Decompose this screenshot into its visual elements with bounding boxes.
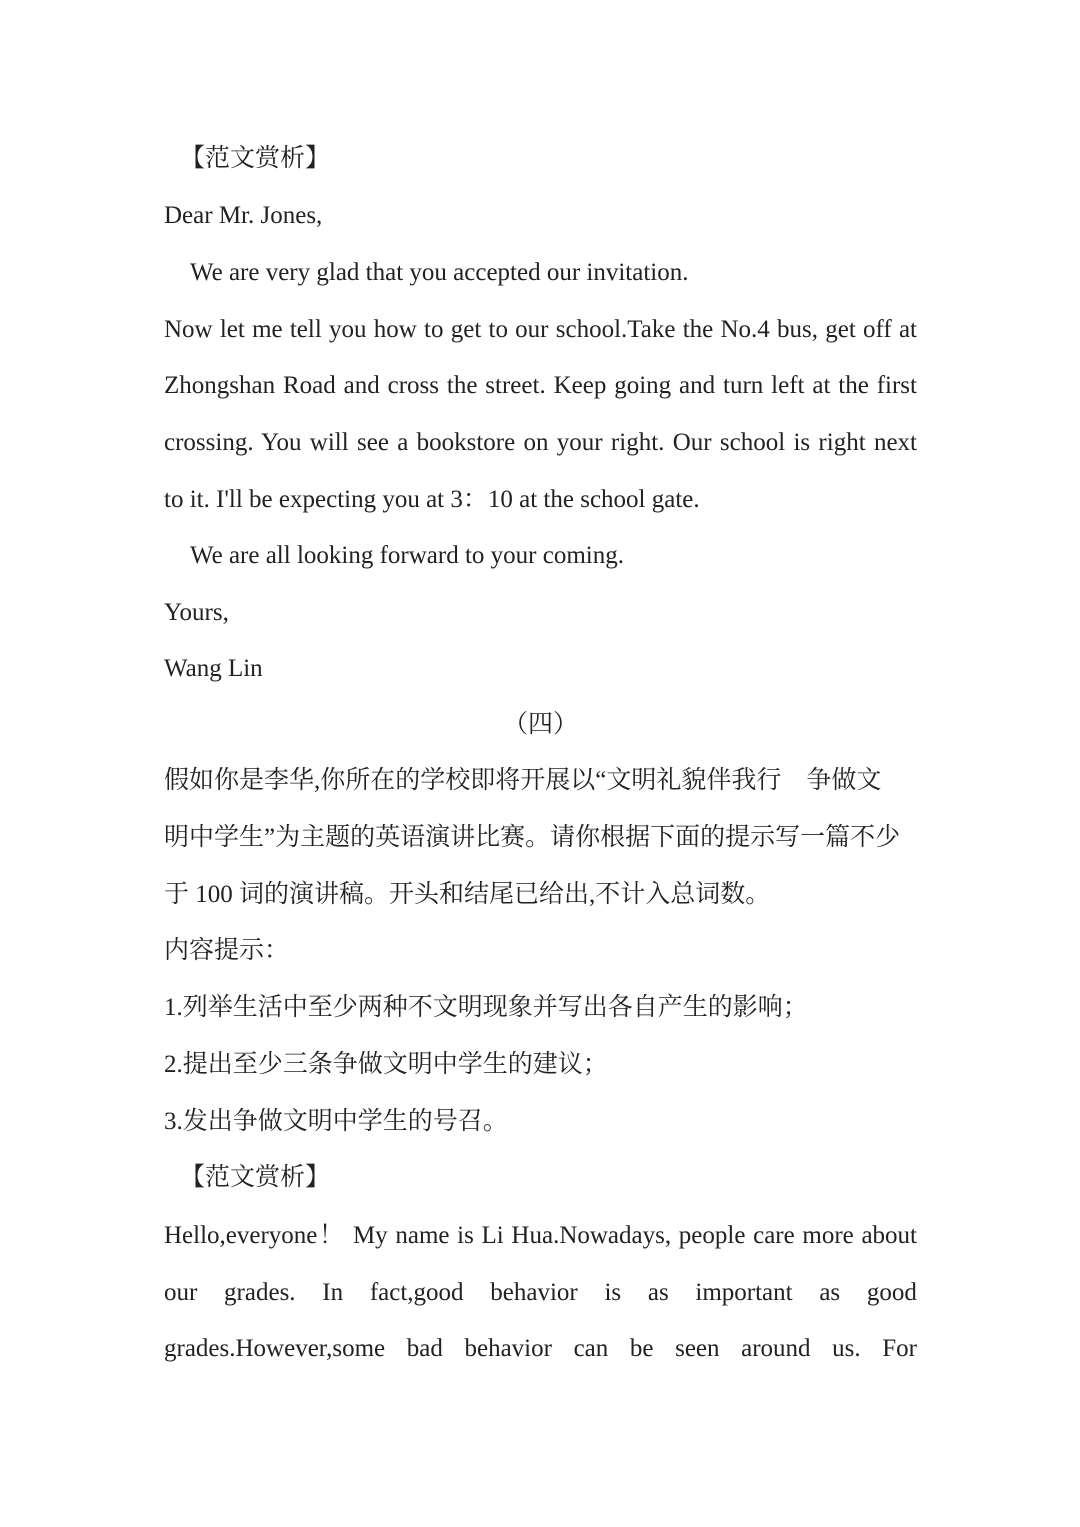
prompt-line-3: 于 100 词的演讲稿。开头和结尾已给出,不计入总词数。 bbox=[164, 881, 771, 908]
essay-word: grades.However,some bbox=[164, 1335, 386, 1362]
hint-item-2: 2.提出至少三条争做文明中学生的建议； bbox=[164, 1051, 608, 1078]
letter-paragraph-2-line-3 bbox=[164, 426, 917, 460]
prompt-line-2: 明中学生”为主题的英语演讲比赛。请你根据下面的提示写一篇不少 bbox=[164, 824, 901, 851]
letter-paragraph-2-line-4: to it. I'll be expecting you at 3：10 at the school gate. bbox=[164, 486, 700, 513]
essay-word: can bbox=[573, 1335, 609, 1362]
letter-salutation: Dear Mr. Jones, bbox=[164, 202, 323, 229]
text-line: Zhongshan Road and cross the street. Keep going and turn left at the first bbox=[164, 372, 917, 399]
essay-word: be bbox=[629, 1335, 654, 1362]
essay-word: grades. bbox=[224, 1279, 296, 1306]
essay-word: around bbox=[741, 1335, 811, 1362]
text-line: crossing. You will see a bookstore on your right. Our school is right next bbox=[164, 429, 917, 456]
essay-word: bad bbox=[406, 1335, 443, 1362]
essay-line-1 bbox=[164, 1219, 917, 1253]
essay-word: In bbox=[322, 1279, 344, 1306]
hints-label: 内容提示： bbox=[164, 937, 290, 964]
letter-closing: Yours, bbox=[164, 599, 229, 626]
essay-word: behavior bbox=[464, 1335, 552, 1362]
essay-word: good bbox=[866, 1279, 917, 1306]
essay-word: seen bbox=[675, 1335, 720, 1362]
letter-paragraph-2-line-1 bbox=[164, 313, 917, 347]
letter-signature: Wang Lin bbox=[164, 655, 263, 682]
letter-paragraph-2-line-2 bbox=[164, 369, 917, 403]
essay-word: us. bbox=[832, 1335, 861, 1362]
essay-word: is bbox=[604, 1279, 622, 1306]
essay-line-3 bbox=[164, 1332, 917, 1366]
essay-word: as bbox=[819, 1279, 841, 1306]
hint-item-1: 1.列举生活中至少两种不文明现象并写出各自产生的影响； bbox=[164, 994, 808, 1021]
text-line: Now let me tell you how to get to our school.Take the No.4 bus, get off at bbox=[164, 316, 917, 343]
letter-paragraph-3: We are all looking forward to your coming. bbox=[190, 542, 624, 569]
section-heading-model-essay: 【范文赏析】 bbox=[180, 145, 331, 172]
essay-word: behavior bbox=[490, 1279, 578, 1306]
essay-word: important bbox=[695, 1279, 793, 1306]
essay-word: fact,good bbox=[369, 1279, 464, 1306]
hint-item-3: 3.发出争做文明中学生的号召。 bbox=[164, 1108, 508, 1135]
essay-word: our bbox=[164, 1279, 198, 1306]
essay-word: as bbox=[647, 1279, 669, 1306]
essay-line-2 bbox=[164, 1276, 917, 1310]
letter-paragraph-1: We are very glad that you accepted our invitation. bbox=[190, 259, 689, 286]
text-line: Hello,everyone！ My name is Li Hua.Nowadays, people care more about bbox=[164, 1222, 917, 1249]
section-number: （四） bbox=[502, 711, 578, 738]
prompt-line-1: 假如你是李华,你所在的学校即将开展以“文明礼貌伴我行 争做文 bbox=[164, 767, 882, 794]
section-heading-model-essay-2: 【范文赏析】 bbox=[180, 1164, 331, 1191]
essay-word: For bbox=[882, 1335, 917, 1362]
